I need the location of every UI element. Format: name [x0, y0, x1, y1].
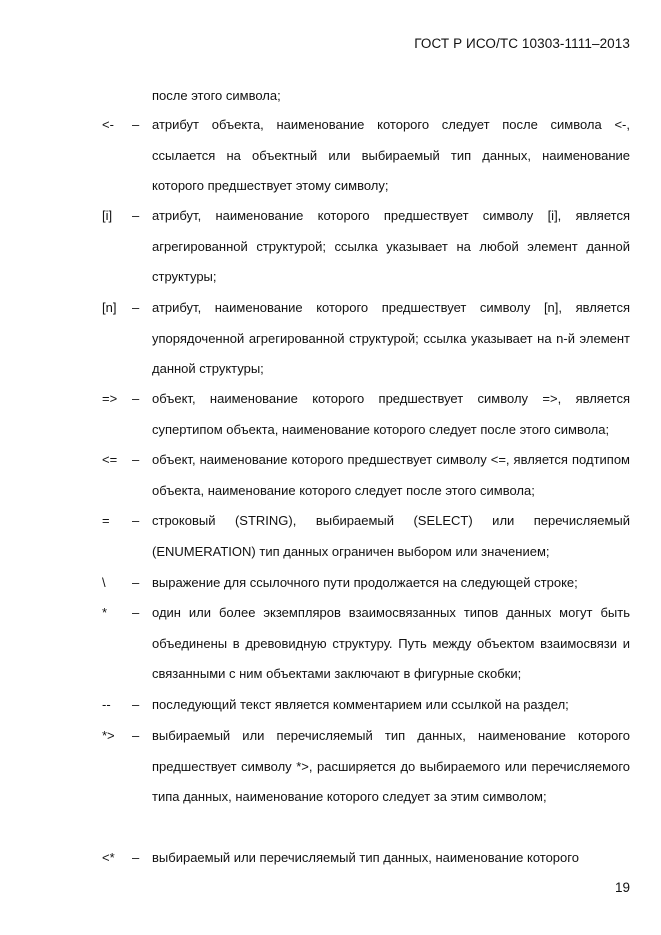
entry-dash: –	[132, 575, 140, 590]
entry-description: атрибут, наименование которого предшествует символу [i], является агрегированной структурой; ссылка указывает на любой элемент данной структуры;	[152, 208, 630, 284]
entry-dash: –	[132, 605, 140, 620]
entry-description: объект, наименование которого предшествует символу <=, является подтипом объекта, наименование которого следует после этого символа;	[152, 452, 630, 498]
entry-dash: –	[132, 513, 140, 528]
entry-symbol: *>	[102, 728, 115, 743]
entry-symbol: <*	[102, 850, 115, 865]
entry-symbol: *	[102, 605, 108, 620]
entry-dash: –	[132, 300, 140, 315]
entry-description: атрибут объекта, наименование которого следует после символа <-, ссылается на объектный или выбираемый тип данных, наименование которого предшествует этому символу;	[152, 117, 630, 193]
entry-dash: –	[132, 728, 140, 743]
entry-description: последующий текст является комментарием или ссылкой на раздел;	[152, 697, 569, 712]
entry-description: один или более экземпляров взаимосвязанных типов данных могут быть объединены в древовидную структуру. Путь между объектом взаимосвязи и связанными с ним объектами заключают в фигурные скобки;	[152, 605, 630, 681]
continuation-text: после этого символа;	[152, 88, 281, 103]
entry-dash: –	[132, 697, 140, 712]
entry-description: атрибут, наименование которого предшествует символу [n], является упорядоченной агрегированной структурой; ссылка указывает на n-й элемент данной структуры;	[152, 300, 630, 376]
entry-symbol: =>	[102, 391, 118, 406]
entry-symbol: \	[102, 575, 106, 590]
document-header: ГОСТ Р ИСО/ТС 10303-1111–2013	[414, 36, 630, 51]
entry-symbol: [i]	[102, 208, 113, 223]
entry-description: выражение для ссылочного пути продолжается на следующей строке;	[152, 575, 578, 590]
entry-symbol: <-	[102, 117, 114, 132]
page-number: 19	[614, 880, 630, 895]
entry-symbol: =	[102, 513, 110, 528]
entry-dash: –	[132, 391, 140, 406]
entry-symbol: <=	[102, 452, 118, 467]
entry-dash: –	[132, 208, 140, 223]
entry-symbol: [n]	[102, 300, 117, 315]
entry-description: выбираемый или перечисляемый тип данных, наименование которого предшествует символу *>, расширяется до выбираемого или перечисляемого типа данных, наименование которого следует за этим символом;	[152, 728, 630, 804]
entry-description: выбираемый или перечисляемый тип данных, наименование которого	[152, 850, 579, 865]
entry-description: строковый (STRING), выбираемый (SELECT) или перечисляемый (ENUMERATION) тип данных ограничен выбором или значением;	[152, 513, 630, 559]
entry-dash: –	[132, 850, 140, 865]
entry-dash: –	[132, 117, 140, 132]
entry-dash: –	[132, 452, 140, 467]
entry-symbol: --	[102, 697, 111, 712]
entry-description: объект, наименование которого предшествует символу =>, является супертипом объекта, наименование которого следует после этого символа;	[152, 391, 630, 437]
